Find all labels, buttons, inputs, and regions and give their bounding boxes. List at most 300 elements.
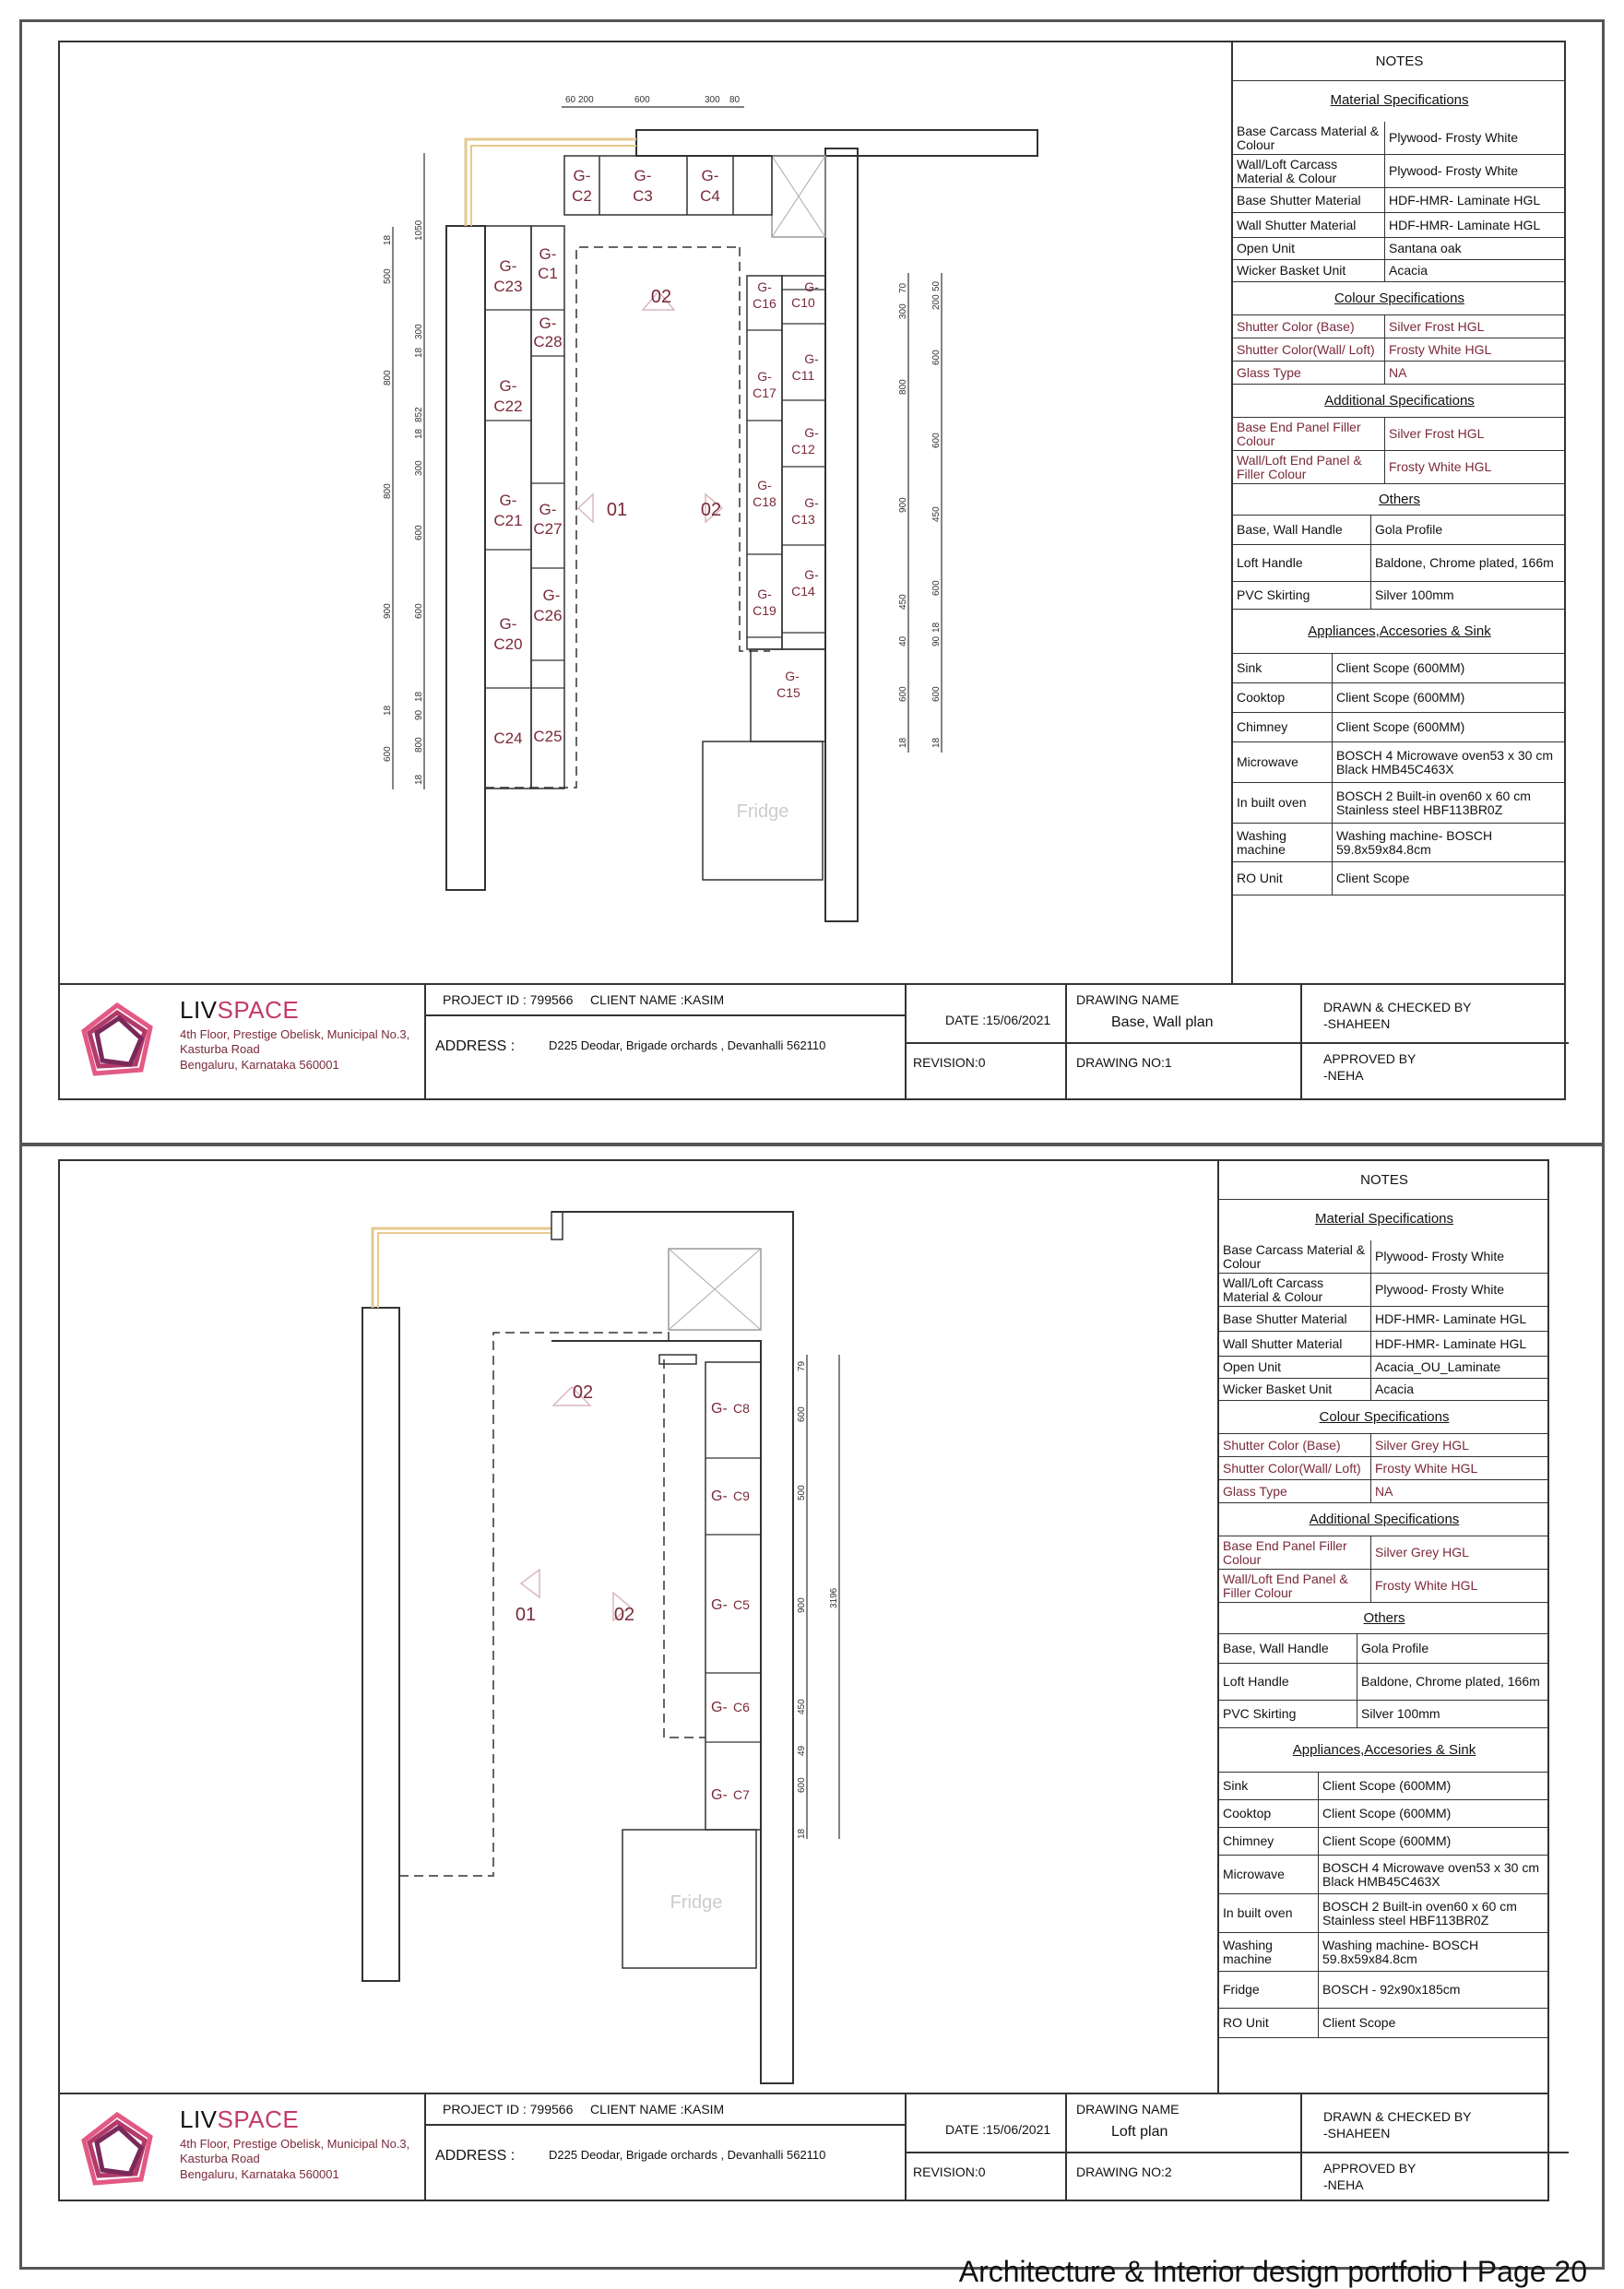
drawing-sheet-base-wall bbox=[58, 41, 1566, 1100]
notes-row-label: PVC Skirting bbox=[1219, 1701, 1357, 1727]
notes-row-label: Fridge bbox=[1219, 1972, 1319, 2008]
notes-row-label: Wall Shutter Material bbox=[1219, 1332, 1371, 1356]
notes-row-label: Base End Panel Filler Colour bbox=[1219, 1536, 1371, 1569]
svg-text:500: 500 bbox=[797, 1485, 807, 1500]
drawn-by: -SHAHEEN bbox=[1323, 2126, 1391, 2141]
drawing-name: Loft plan bbox=[1111, 2124, 1168, 2140]
svg-text:18: 18 bbox=[931, 622, 942, 633]
svg-text:G-: G- bbox=[804, 279, 819, 294]
svg-text:G-: G- bbox=[542, 587, 561, 604]
notes-row bbox=[1219, 1972, 1549, 2009]
marker-01-2: 01 bbox=[515, 1605, 537, 1625]
notes-row bbox=[1233, 742, 1566, 783]
svg-text:C9: C9 bbox=[733, 1488, 750, 1503]
drawn-by: -SHAHEEN bbox=[1323, 1016, 1391, 1031]
svg-text:450: 450 bbox=[898, 594, 908, 610]
svg-text:900: 900 bbox=[383, 603, 393, 619]
svg-text:49: 49 bbox=[797, 1745, 807, 1756]
notes-row-value: Frosty White HGL bbox=[1375, 1460, 1478, 1476]
svg-text:600: 600 bbox=[383, 746, 393, 762]
client-name: CLIENT NAME :KASIM bbox=[590, 2102, 725, 2117]
notes-row bbox=[1219, 2009, 1549, 2038]
notes-row bbox=[1219, 1480, 1549, 1503]
notes-row-label: Shutter Color(Wall/ Loft) bbox=[1233, 338, 1385, 361]
svg-text:C17: C17 bbox=[753, 385, 776, 400]
svg-text:C7: C7 bbox=[733, 1787, 750, 1802]
notes-row-label: Wicker Basket Unit bbox=[1233, 260, 1385, 281]
address-value: D225 Deodar, Brigade orchards , Devanhalli 562110 bbox=[549, 1038, 826, 1052]
revision: REVISION:0 bbox=[913, 2164, 986, 2179]
notes-row bbox=[1219, 1332, 1549, 1357]
svg-text:C2: C2 bbox=[572, 187, 592, 205]
svg-text:G-: G- bbox=[804, 351, 819, 366]
notes-row-label: Wall/Loft End Panel & Filler Colour bbox=[1233, 451, 1385, 483]
notes-row bbox=[1233, 188, 1566, 213]
notes-row-label: Cooktop bbox=[1233, 683, 1333, 712]
title-block-1 bbox=[60, 983, 1564, 1100]
svg-text:G-: G- bbox=[757, 478, 772, 492]
notes-row-value: Client Scope (600MM) bbox=[1322, 1833, 1452, 1849]
svg-text:C4: C4 bbox=[700, 187, 720, 205]
svg-text:C1: C1 bbox=[538, 265, 558, 282]
address-value: D225 Deodar, Brigade orchards , Devanhalli 562110 bbox=[549, 2148, 826, 2162]
notes-row-label: Microwave bbox=[1219, 1856, 1319, 1893]
svg-text:18: 18 bbox=[383, 705, 393, 716]
notes-row-label: Cooktop bbox=[1219, 1800, 1319, 1827]
notes-row-label: Open Unit bbox=[1219, 1357, 1371, 1378]
notes-row-value: Plywood- Frosty White bbox=[1389, 163, 1519, 179]
svg-text:18: 18 bbox=[797, 1828, 807, 1839]
notes-row-value: Washing machine- BOSCH 59.8x59x84.8cm bbox=[1336, 827, 1493, 857]
notes-row bbox=[1233, 213, 1566, 238]
notes-row-label: In built oven bbox=[1233, 783, 1333, 823]
svg-text:G-: G- bbox=[804, 425, 819, 440]
svg-text:G-: G- bbox=[499, 615, 517, 633]
svg-text:90: 90 bbox=[931, 635, 942, 646]
svg-text:90: 90 bbox=[414, 709, 424, 720]
svg-text:900: 900 bbox=[797, 1597, 807, 1613]
notes-row-value: Client Scope (600MM) bbox=[1336, 719, 1465, 735]
material-title: Material Specifications bbox=[1330, 92, 1469, 108]
fridge-label-1: Fridge bbox=[736, 801, 789, 822]
right-dimensions-2 bbox=[797, 1360, 839, 1839]
sheet-divider bbox=[19, 1143, 1605, 1146]
notes-row-label: In built oven bbox=[1219, 1894, 1319, 1932]
svg-text:C24: C24 bbox=[493, 729, 523, 747]
notes-row bbox=[1233, 683, 1566, 713]
drawing-sheet-loft bbox=[58, 1159, 1549, 2201]
notes-row-value: BOSCH 2 Built-in oven60 x 60 cm Stainless steel HBF113BR0Z bbox=[1322, 1898, 1517, 1927]
notes-row-label: Glass Type bbox=[1219, 1480, 1371, 1502]
notes-row-label: RO Unit bbox=[1233, 862, 1333, 895]
notes-row-value: Frosty White HGL bbox=[1375, 1578, 1478, 1594]
left-wall bbox=[446, 226, 485, 890]
drawing-name-label: DRAWING NAME bbox=[1076, 2102, 1179, 2117]
window-line bbox=[466, 139, 636, 226]
svg-text:C14: C14 bbox=[791, 584, 815, 599]
svg-text:G-: G- bbox=[711, 1597, 728, 1613]
svg-text:G-: G- bbox=[539, 245, 557, 263]
notes-row-value: Silver Grey HGL bbox=[1375, 1437, 1469, 1453]
notes-row bbox=[1233, 654, 1566, 683]
drawn-checked-label: DRAWN & CHECKED BY bbox=[1323, 2109, 1472, 2124]
notes-row-label: Shutter Color (Base) bbox=[1233, 315, 1385, 338]
notes-row-value: Client Scope (600MM) bbox=[1336, 690, 1465, 706]
approved-by: -NEHA bbox=[1323, 2177, 1364, 2192]
svg-text:600: 600 bbox=[414, 603, 424, 619]
notes-row-label: Base Shutter Material bbox=[1219, 1307, 1371, 1331]
notes-section-title: Appliances,Accesories & Sink bbox=[1292, 1742, 1476, 1758]
svg-text:C18: C18 bbox=[753, 494, 776, 509]
notes-row-label: Base Carcass Material & Colour bbox=[1219, 1240, 1371, 1273]
notes-row-label: Wall Shutter Material bbox=[1233, 213, 1385, 237]
livspace-logo-icon bbox=[77, 1000, 158, 1081]
notes-row-value: Acacia bbox=[1375, 1382, 1415, 1397]
notes-row-value: Frosty White HGL bbox=[1389, 459, 1492, 475]
notes-panel-2: NOTES Material Specifications Base Carcass Material & Colour Plywood- Frosty White Wall/Loft Carcass Material & Colour Plywood- Frosty White Base Shutter Material HDF-HMR- Laminate HGL Wall Shutter Material HDF-HMR- Laminate HGL Open Unit Acacia_OU_Laminate Wicker Basket Unit Acacia Colour Specifications Shutter Color (Base) Silver Grey HGL Shutter Color(Wall/ Loft) Frosty White HGL Glass Type NA Additional Specifications Base End Panel Filler Colour Silver Grey HGL Wall/Loft End Panel & Filler Colour Frosty White HGL Others Base, Wall Handle Gola Profile Loft Handle Baldone, Chrome plated, 166m PVC Skirting Silver 100mm Appliances,Accesories & Sink Sink Client Scope (600MM) Cooktop Client Scope (600MM) Chimney Client Scope (600MM) Microwave BOSCH 4 Microwave oven53 x 30 cm Black HMB45C463X In built oven BOSCH 2 Built-in oven60 x 60 cm Stainless steel HBF113BR0Z Washing machine Washing machine- BOSCH 59.8x59x84.8cm Fridge BOSCH - 92x90x185cm RO Unit Client Scope bbox=[1217, 1161, 1549, 2093]
svg-text:852: 852 bbox=[414, 407, 424, 422]
svg-text:18: 18 bbox=[383, 234, 393, 245]
notes-row bbox=[1233, 315, 1566, 338]
svg-text:C23: C23 bbox=[493, 278, 523, 295]
notes-row-value: HDF-HMR- Laminate HGL bbox=[1389, 192, 1541, 208]
notes-row-label: Washing machine bbox=[1233, 824, 1333, 861]
notes-row-value: BOSCH 2 Built-in oven60 x 60 cm Stainless steel HBF113BR0Z bbox=[1336, 788, 1531, 817]
svg-text:300: 300 bbox=[414, 324, 424, 339]
svg-text:C28: C28 bbox=[533, 333, 563, 350]
svg-text:C11: C11 bbox=[791, 368, 815, 383]
notes-row-value: Baldone, Chrome plated, 166m bbox=[1375, 555, 1554, 571]
notes-row-value: BOSCH 4 Microwave oven53 x 30 cm Black HMB45C463X bbox=[1322, 1859, 1539, 1889]
notes-row-label: Base End Panel Filler Colour bbox=[1233, 418, 1385, 450]
notes-row-value: Silver Frost HGL bbox=[1389, 318, 1485, 334]
notes-row-value: NA bbox=[1389, 364, 1407, 380]
svg-text:C26: C26 bbox=[533, 607, 563, 624]
notes-row-label: PVC Skirting bbox=[1233, 582, 1371, 609]
notes-row-label: Base, Wall Handle bbox=[1233, 516, 1371, 544]
notes-row bbox=[1233, 582, 1566, 610]
svg-text:C25: C25 bbox=[533, 728, 563, 745]
notes-row bbox=[1219, 1773, 1549, 1800]
drawing-number: DRAWING NO:2 bbox=[1076, 2164, 1172, 2179]
svg-text:C10: C10 bbox=[791, 295, 815, 310]
svg-text:G-: G- bbox=[701, 167, 719, 184]
notes-row bbox=[1233, 260, 1566, 282]
svg-text:C20: C20 bbox=[493, 635, 523, 653]
svg-text:C16: C16 bbox=[753, 296, 776, 311]
notes-row-value: Acacia_OU_Laminate bbox=[1375, 1359, 1501, 1375]
notes-row bbox=[1233, 418, 1566, 451]
marker-02: 02 bbox=[700, 500, 722, 520]
date: DATE :15/06/2021 bbox=[945, 2122, 1051, 2137]
svg-text:G-: G- bbox=[711, 1787, 728, 1803]
svg-text:300: 300 bbox=[705, 95, 720, 105]
svg-text:18: 18 bbox=[931, 737, 942, 748]
left-dimensions bbox=[383, 219, 424, 785]
svg-text:800: 800 bbox=[383, 370, 393, 385]
drawing-name-label: DRAWING NAME bbox=[1076, 992, 1179, 1007]
svg-text:G-: G- bbox=[539, 314, 557, 332]
svg-text:900: 900 bbox=[898, 497, 908, 513]
notes-row-label: Sink bbox=[1219, 1773, 1319, 1799]
notes-row bbox=[1219, 1570, 1549, 1603]
svg-text:800: 800 bbox=[898, 379, 908, 395]
page-footer: Architecture & Interior design portfolio I Page 20 bbox=[958, 2255, 1587, 2288]
svg-text:G-: G- bbox=[757, 587, 772, 601]
svg-text:18: 18 bbox=[414, 428, 424, 439]
drawing-number: DRAWING NO:1 bbox=[1076, 1055, 1172, 1070]
notes-row-label: Loft Handle bbox=[1233, 545, 1371, 581]
svg-text:600: 600 bbox=[931, 350, 942, 365]
svg-text:C5: C5 bbox=[733, 1597, 750, 1612]
notes-row-label: Microwave bbox=[1233, 742, 1333, 782]
svg-text:300: 300 bbox=[414, 460, 424, 476]
notes-row bbox=[1219, 1274, 1549, 1307]
notes-row bbox=[1219, 1856, 1549, 1894]
loft-plan-drawing bbox=[60, 1161, 1217, 2093]
svg-text:C12: C12 bbox=[791, 442, 815, 457]
notes-row-value: NA bbox=[1375, 1483, 1393, 1499]
notes-row-value: BOSCH - 92x90x185cm bbox=[1322, 1982, 1461, 1998]
svg-text:18: 18 bbox=[414, 774, 424, 785]
svg-text:G-: G- bbox=[711, 1700, 728, 1715]
svg-text:G-: G- bbox=[804, 495, 819, 510]
svg-text:450: 450 bbox=[931, 506, 942, 522]
svg-text:600: 600 bbox=[797, 1777, 807, 1793]
svg-text:200: 200 bbox=[931, 294, 942, 310]
svg-text:G-: G- bbox=[785, 669, 800, 683]
marker-02-top: 02 bbox=[650, 287, 672, 307]
svg-text:C13: C13 bbox=[791, 512, 815, 527]
notes-row bbox=[1219, 1434, 1549, 1457]
top-wall bbox=[636, 130, 1037, 156]
notes-row-value: Silver 100mm bbox=[1361, 1706, 1440, 1722]
svg-text:600: 600 bbox=[931, 686, 942, 702]
svg-text:450: 450 bbox=[797, 1699, 807, 1714]
approved-label: APPROVED BY bbox=[1323, 2161, 1417, 2176]
right-wall bbox=[825, 148, 858, 921]
notes-row bbox=[1233, 451, 1566, 484]
svg-text:C3: C3 bbox=[633, 187, 653, 205]
svg-text:40: 40 bbox=[898, 635, 908, 646]
livspace-logo-icon bbox=[77, 2109, 158, 2190]
notes-row bbox=[1219, 1933, 1549, 1972]
svg-text:70: 70 bbox=[898, 282, 908, 293]
notes-section-title: Others bbox=[1378, 492, 1420, 507]
notes-row-value: Silver 100mm bbox=[1375, 587, 1454, 603]
notes-row bbox=[1233, 545, 1566, 582]
notes-row bbox=[1219, 1828, 1549, 1856]
notes-row-value: Plywood- Frosty White bbox=[1375, 1282, 1505, 1298]
notes-row bbox=[1233, 824, 1566, 862]
notes-row-label: Base Carcass Material & Colour bbox=[1233, 122, 1385, 154]
svg-text:3196: 3196 bbox=[829, 1587, 839, 1608]
svg-text:600: 600 bbox=[931, 580, 942, 596]
notes-row-value: Client Scope bbox=[1336, 871, 1410, 886]
date: DATE :15/06/2021 bbox=[945, 1013, 1051, 1027]
notes-row-label: Loft Handle bbox=[1219, 1664, 1357, 1700]
svg-text:G-: G- bbox=[539, 501, 557, 518]
notes-heading: NOTES bbox=[1375, 53, 1424, 69]
notes-row bbox=[1219, 1800, 1549, 1828]
address-label: ADDRESS : bbox=[435, 1038, 516, 1054]
notes-row bbox=[1233, 362, 1566, 385]
svg-text:200: 200 bbox=[578, 95, 594, 105]
notes-section-title: Additional Specifications bbox=[1309, 1512, 1460, 1527]
notes-row-label: RO Unit bbox=[1219, 2009, 1319, 2037]
svg-text:50: 50 bbox=[931, 280, 942, 291]
notes-row-label: Chimney bbox=[1219, 1828, 1319, 1855]
notes-row-label: Base, Wall Handle bbox=[1219, 1634, 1357, 1663]
svg-text:C21: C21 bbox=[493, 512, 523, 529]
notes-section-title: Colour Specifications bbox=[1334, 291, 1464, 306]
svg-text:G-: G- bbox=[757, 279, 772, 294]
office-address: 4th Floor, Prestige Obelisk, Municipal No.3, Kasturba Road Bengaluru, Karnataka 560001 bbox=[180, 1027, 410, 1072]
notes-row bbox=[1219, 1536, 1549, 1570]
notes-row-label: Washing machine bbox=[1219, 1933, 1319, 1971]
marker-01: 01 bbox=[606, 500, 628, 520]
svg-text:300: 300 bbox=[898, 303, 908, 319]
svg-text:C15: C15 bbox=[776, 685, 800, 700]
notes-row-label: Wall/Loft Carcass Material & Colour bbox=[1219, 1274, 1371, 1306]
drawn-checked-label: DRAWN & CHECKED BY bbox=[1323, 1000, 1472, 1014]
notes-row-value: Plywood- Frosty White bbox=[1375, 1249, 1505, 1264]
notes-row-label: Wall/Loft End Panel & Filler Colour bbox=[1219, 1570, 1371, 1602]
notes-row-value: Frosty White HGL bbox=[1389, 341, 1492, 357]
revision: REVISION:0 bbox=[913, 1055, 986, 1070]
fridge-label-2: Fridge bbox=[670, 1892, 723, 1913]
notes-row bbox=[1233, 713, 1566, 742]
notes-row-label: Chimney bbox=[1233, 713, 1333, 741]
notes-row-value: Santana oak bbox=[1389, 241, 1462, 256]
notes-row bbox=[1233, 238, 1566, 260]
notes-row bbox=[1233, 783, 1566, 824]
notes-row bbox=[1233, 122, 1566, 155]
notes-row bbox=[1233, 862, 1566, 895]
client-name: CLIENT NAME :KASIM bbox=[590, 992, 725, 1007]
title-block-2 bbox=[60, 2093, 1547, 2201]
svg-text:80: 80 bbox=[729, 95, 741, 105]
notes-row bbox=[1219, 1357, 1549, 1379]
svg-text:C6: C6 bbox=[733, 1700, 750, 1714]
notes-row-value: BOSCH 4 Microwave oven53 x 30 cm Black HMB45C463X bbox=[1336, 747, 1553, 777]
notes-panel-1 bbox=[1231, 42, 1566, 983]
notes-row bbox=[1219, 1894, 1549, 1933]
notes-row-value: HDF-HMR- Laminate HGL bbox=[1389, 217, 1541, 232]
svg-text:18: 18 bbox=[414, 691, 424, 702]
notes-row bbox=[1219, 1664, 1549, 1701]
right-dimensions bbox=[898, 280, 942, 748]
notes-row bbox=[1233, 155, 1566, 188]
svg-text:1050: 1050 bbox=[414, 219, 424, 241]
svg-text:G-: G- bbox=[711, 1488, 728, 1504]
svg-text:600: 600 bbox=[634, 95, 650, 105]
office-address: 4th Floor, Prestige Obelisk, Municipal No.3, Kasturba Road Bengaluru, Karnataka 560001 bbox=[180, 2137, 410, 2181]
notes-row-value: Silver Grey HGL bbox=[1375, 1545, 1469, 1560]
notes-row-label: Shutter Color(Wall/ Loft) bbox=[1219, 1457, 1371, 1479]
notes-row-value: HDF-HMR- Laminate HGL bbox=[1375, 1311, 1527, 1326]
notes-row-value: Client Scope (600MM) bbox=[1336, 660, 1465, 676]
notes-row-value: Gola Profile bbox=[1361, 1641, 1429, 1656]
notes-row-label: Open Unit bbox=[1233, 238, 1385, 259]
svg-text:G-: G- bbox=[804, 567, 819, 582]
svg-text:G-: G- bbox=[499, 257, 517, 275]
address-label: ADDRESS : bbox=[435, 2148, 516, 2164]
notes-row-value: Client Scope bbox=[1322, 2015, 1396, 2031]
marker-02-top-2: 02 bbox=[572, 1382, 594, 1403]
top-dimensions bbox=[565, 95, 741, 105]
notes-section-title: Additional Specifications bbox=[1324, 393, 1475, 409]
notes-row-value: HDF-HMR- Laminate HGL bbox=[1375, 1335, 1527, 1351]
notes-row bbox=[1219, 1307, 1549, 1332]
approved-label: APPROVED BY bbox=[1323, 1051, 1417, 1066]
notes-row-value: Gola Profile bbox=[1375, 522, 1443, 538]
notes-row bbox=[1219, 1701, 1549, 1728]
notes-row bbox=[1219, 1457, 1549, 1480]
approved-by: -NEHA bbox=[1323, 1068, 1364, 1083]
drawing-name: Base, Wall plan bbox=[1111, 1014, 1214, 1030]
svg-text:C22: C22 bbox=[493, 397, 523, 415]
svg-text:79: 79 bbox=[797, 1360, 807, 1371]
notes-row-label: Base Shutter Material bbox=[1233, 188, 1385, 212]
notes-row bbox=[1219, 1379, 1549, 1401]
notes-row bbox=[1219, 1240, 1549, 1274]
svg-text:G-: G- bbox=[573, 167, 591, 184]
svg-text:600: 600 bbox=[931, 433, 942, 448]
notes-row-value: Client Scope (600MM) bbox=[1322, 1778, 1452, 1794]
notes-row bbox=[1233, 516, 1566, 545]
base-wall-plan-drawing bbox=[60, 42, 1231, 983]
project-id: PROJECT ID : 799566 bbox=[443, 2102, 574, 2117]
notes-row-value: Washing machine- BOSCH 59.8x59x84.8cm bbox=[1322, 1937, 1479, 1966]
svg-text:G-: G- bbox=[711, 1401, 728, 1417]
svg-text:C8: C8 bbox=[733, 1401, 750, 1416]
notes-row bbox=[1233, 338, 1566, 362]
project-id: PROJECT ID : 799566 bbox=[443, 992, 574, 1007]
brand-name: LIVSPACE bbox=[180, 2105, 300, 2133]
svg-text:600: 600 bbox=[414, 525, 424, 540]
notes-row-label: Sink bbox=[1233, 654, 1333, 682]
svg-text:600: 600 bbox=[898, 686, 908, 702]
svg-text:18: 18 bbox=[898, 737, 908, 748]
notes-row-value: Plywood- Frosty White bbox=[1389, 130, 1519, 146]
notes-row-label: Glass Type bbox=[1233, 362, 1385, 384]
notes-section-title: Colour Specifications bbox=[1319, 1409, 1450, 1425]
notes-section-title: Others bbox=[1363, 1610, 1405, 1626]
svg-text:600: 600 bbox=[797, 1406, 807, 1422]
svg-text:800: 800 bbox=[383, 483, 393, 499]
svg-text:G-: G- bbox=[757, 369, 772, 384]
notes-row-label: Shutter Color (Base) bbox=[1219, 1434, 1371, 1456]
marker-02-2: 02 bbox=[613, 1605, 635, 1625]
notes-section-title: Appliances,Accesories & Sink bbox=[1308, 623, 1491, 639]
notes-row-value: Client Scope (600MM) bbox=[1322, 1806, 1452, 1821]
svg-text:500: 500 bbox=[383, 268, 393, 284]
svg-text:C27: C27 bbox=[533, 520, 563, 538]
svg-text:G-: G- bbox=[499, 492, 517, 509]
svg-text:18: 18 bbox=[414, 347, 424, 358]
notes-row-value: Acacia bbox=[1389, 263, 1428, 279]
svg-text:G-: G- bbox=[499, 377, 517, 395]
notes-row-label: Wicker Basket Unit bbox=[1219, 1379, 1371, 1400]
svg-text:60: 60 bbox=[565, 95, 576, 105]
notes-row-label: Wall/Loft Carcass Material & Colour bbox=[1233, 155, 1385, 187]
svg-text:C19: C19 bbox=[753, 603, 776, 618]
notes-row-value: Silver Frost HGL bbox=[1389, 426, 1485, 442]
svg-text:800: 800 bbox=[414, 737, 424, 753]
notes-row-value: Baldone, Chrome plated, 166m bbox=[1361, 1674, 1540, 1690]
notes-row bbox=[1219, 1634, 1549, 1664]
